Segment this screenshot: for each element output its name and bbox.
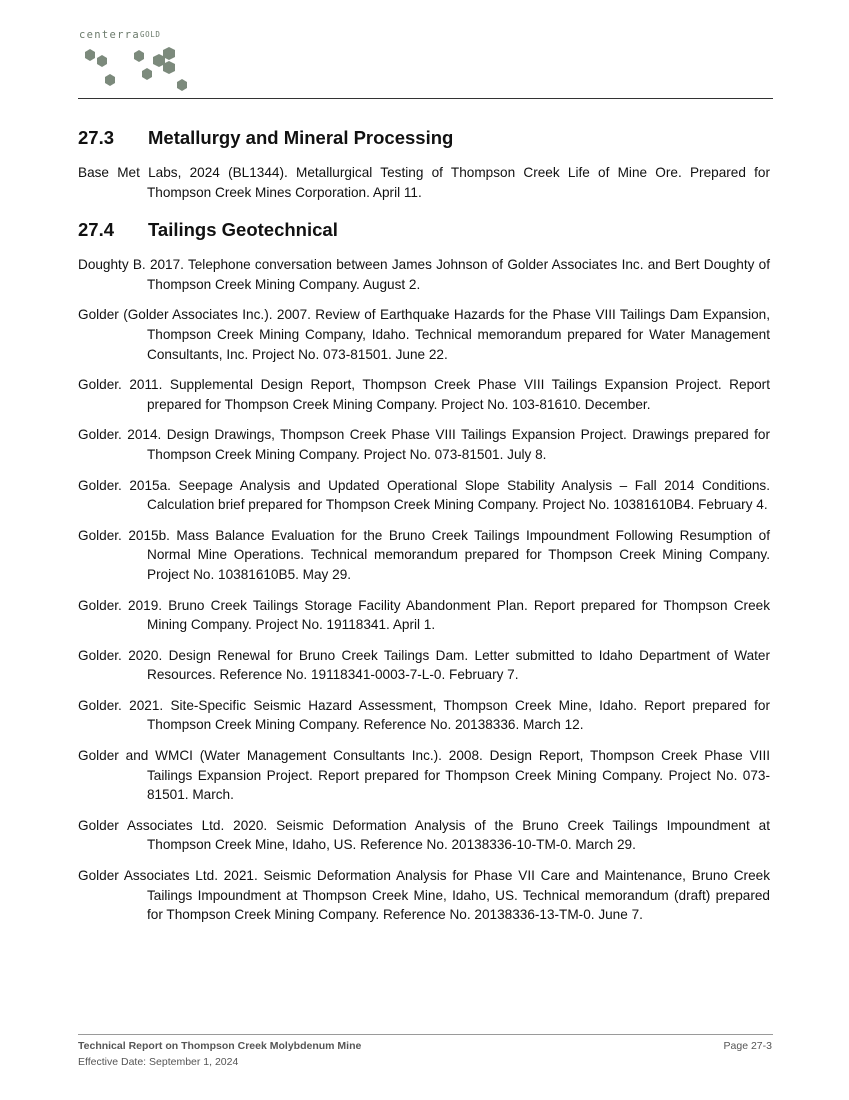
- footer-report-title: Technical Report on Thompson Creek Molybdenum Mine: [78, 1040, 362, 1052]
- reference-entry: Golder and WMCI (Water Management Consultants Inc.). 2008. Design Report, Thompson Creek Phase VIII Tailings Expansion Project. Report prepared for Thompson Creek Mining Company. Project No. 073-81501. March.: [78, 748, 770, 803]
- page-number: Page 27-3: [723, 1040, 772, 1052]
- section-heading: [78, 218, 770, 242]
- reference-entry: Golder Associates Ltd. 2021. Seismic Deformation Analysis for Phase VII Care and Maintenance, Bruno Creek Tailings Impoundment at Thompson Creek Mine, Idaho, US. Technical memorandum (draft) prepared for Thompson Creek Mining Company. Reference No. 20138336-13-TM-0. June 7.: [78, 868, 770, 923]
- reference-entry: Golder. 2015a. Seepage Analysis and Updated Operational Slope Stability Analysis – Fall 2014 Conditions. Calculation brief prepared for Thompson Creek Mining Company. Project No. 10381610B4. February 4.: [78, 477, 770, 513]
- reference-entry: Golder. 2021. Site-Specific Seismic Hazard Assessment, Thompson Creek Mine, Idaho. Report prepared for Thompson Creek Mining Company. Reference No. 20138336. March 12.: [78, 697, 770, 733]
- section-title: Metallurgy and Mineral Processing: [148, 127, 454, 148]
- hexagon-cluster-icon: [79, 44, 209, 96]
- footer-effective-date: Effective Date: September 1, 2024: [78, 1056, 239, 1068]
- section-title: Tailings Geotechnical: [148, 219, 338, 241]
- reference-entry: Golder (Golder Associates Inc.). 2007. Review of Earthquake Hazards for the Phase VIII Tailings Dam Expansion, Thompson Creek Mining Company, Idaho. Technical memorandum prepared for Water Management Consultants, Inc. Project No. 073-81501. June 22.: [78, 307, 770, 362]
- logo-wordmark: [79, 29, 160, 41]
- section-number: 27.3: [78, 127, 115, 148]
- reference-entry: Golder Associates Ltd. 2020. Seismic Deformation Analysis of the Bruno Creek Tailings Impoundment at Thompson Creek Mine, Idaho, US. Reference No. 20138336-10-TM-0. March 29.: [78, 817, 770, 853]
- reference-entry: Golder. 2015b. Mass Balance Evaluation for the Bruno Creek Tailings Impoundment Following Resumption of Normal Mine Operations. Technical memorandum prepared for Thompson Creek Mining Company. Project No. 10381610B5. May 29.: [78, 527, 770, 582]
- reference-entry: Golder. 2014. Design Drawings, Thompson Creek Phase VIII Tailings Expansion Project. Drawings prepared for Thompson Creek Mining Company. Project No. 073-81501. July 8.: [78, 427, 770, 462]
- reference-entry: Doughty B. 2017. Telephone conversation between James Johnson of Golder Associates Inc. and Bert Doughty of Thompson Creek Mining Company. August 2.: [78, 257, 770, 292]
- reference-entry: Golder. 2019. Bruno Creek Tailings Storage Facility Abandonment Plan. Report prepared for Thompson Creek Mining Company. Project No. 19118341. April 1.: [78, 597, 770, 633]
- header-divider: [78, 98, 773, 99]
- logo-text-main: centerra: [79, 29, 140, 41]
- section-metallurgy: [78, 126, 770, 202]
- section-tailings-geotechnical: [78, 218, 770, 925]
- logo-text-accent: GOLD: [139, 30, 161, 39]
- reference-entry: Base Met Labs, 2024 (BL1344). Metallurgical Testing of Thompson Creek Life of Mine Ore. Prepared for Thompson Creek Mines Corporation. April 11.: [78, 165, 770, 200]
- footer-divider: [78, 1034, 773, 1035]
- document-body: [78, 126, 770, 936]
- section-number: 27.4: [78, 219, 115, 241]
- reference-entry: Golder. 2011. Supplemental Design Report, Thompson Creek Phase VIII Tailings Expansion Project. Report prepared for Thompson Creek Mining Company. Project No. 103-81610. December.: [78, 377, 770, 412]
- reference-entry: Golder. 2020. Design Renewal for Bruno Creek Tailings Dam. Letter submitted to Idaho Department of Water Resources. Reference No. 19118341-0003-7-L-0. February 7.: [78, 647, 770, 683]
- company-logo: [79, 28, 209, 94]
- section-heading: [78, 126, 770, 150]
